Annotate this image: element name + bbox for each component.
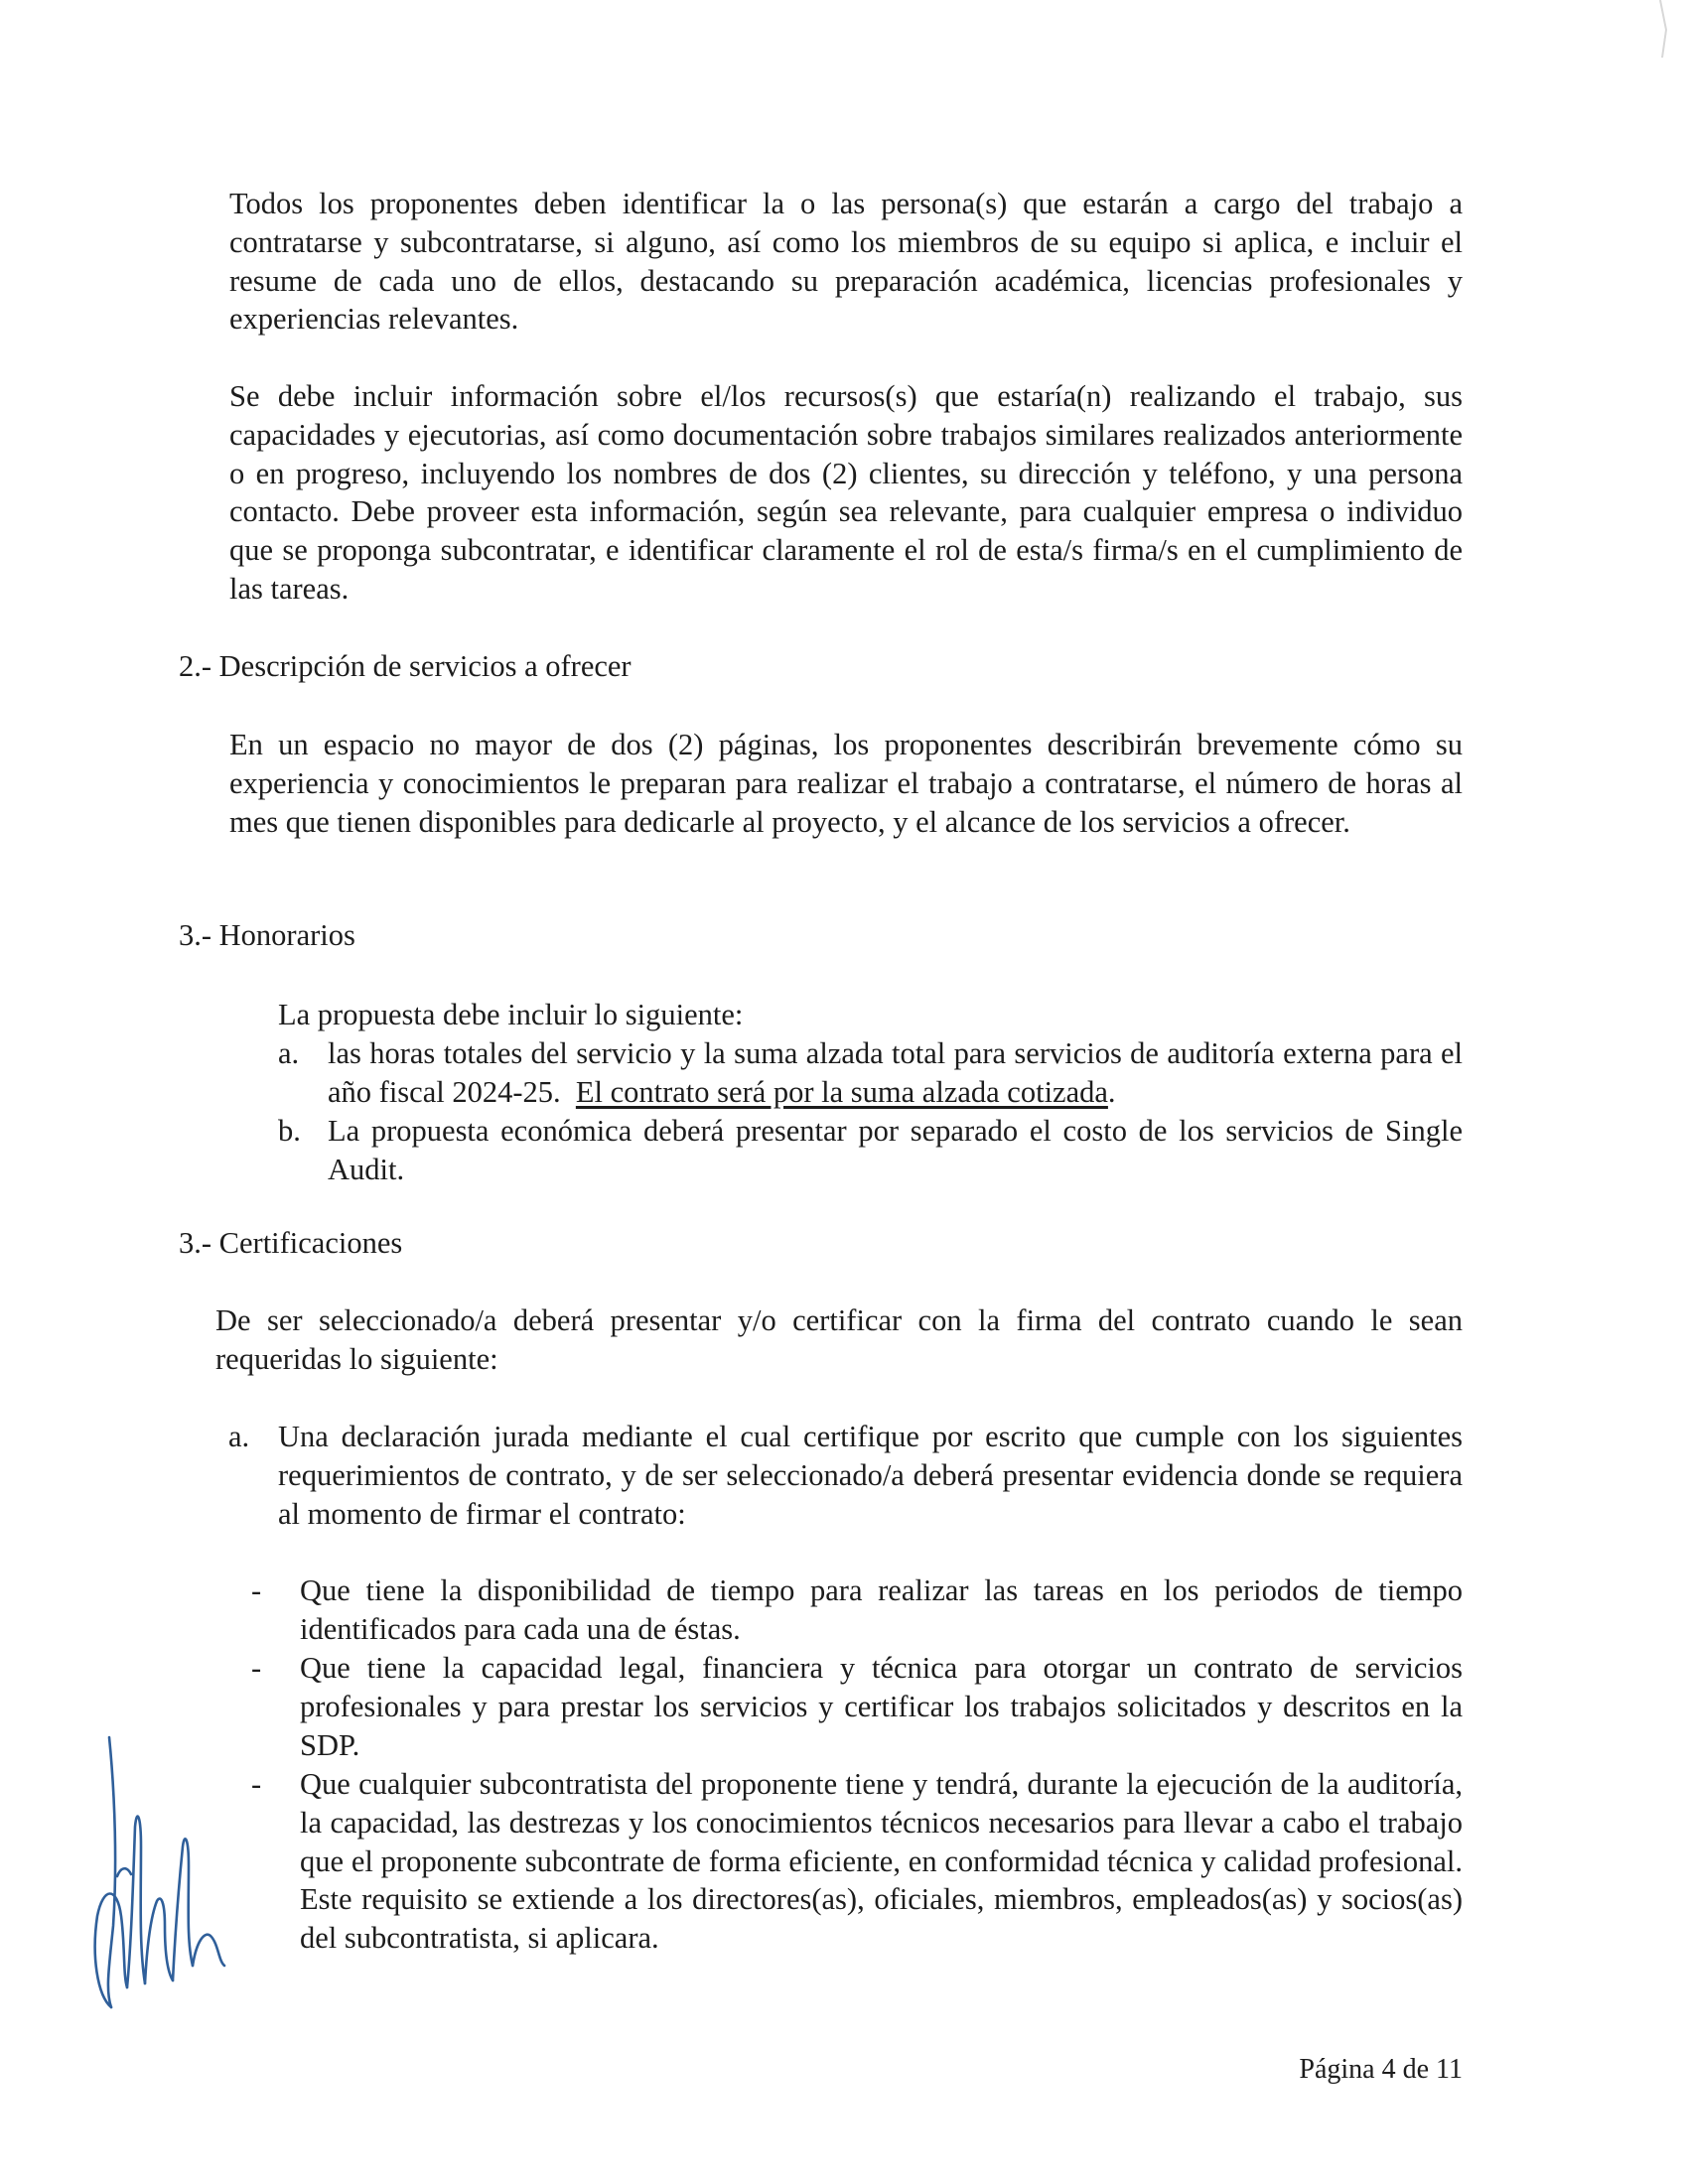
dash-marker: -	[251, 1651, 262, 1685]
list-item	[251, 1571, 1463, 1649]
list-item-text: Que tiene la disponibilidad de tiempo para realizar las tareas en los periodos de tiempo identificados para cada una de éstas.	[300, 1573, 1463, 1646]
section-heading-services: 2.- Descripción de servicios a ofrecer	[179, 649, 632, 683]
list-item	[251, 1765, 1463, 1958]
paragraph-services-description: En un espacio no mayor de dos (2) páginas, los proponentes describirán brevemente cómo su experiencia y conocimientos le preparan para realizar el trabajo a contratarse, el número de horas al mes que tienen disponibles para dedicarle al proyecto, y el alcance de los servicios a ofrecer.	[229, 728, 1463, 839]
list-item	[278, 1034, 1463, 1112]
page-number: Página 4 de 11	[1299, 2054, 1463, 2085]
list-item	[278, 1112, 1463, 1189]
dash-marker: -	[251, 1573, 262, 1607]
dash-marker: -	[251, 1767, 262, 1801]
list-item-text: Que tiene la capacidad legal, financiera y técnica para otorgar un contrato de servicios profesionales y para prestar los servicios y certificar los trabajos solicitados y descritos en la SDP.	[300, 1651, 1463, 1762]
certifications-intro: De ser seleccionado/a deberá presentar y/o certificar con la firma del contrato cuando le sean requeridas lo siguiente:	[215, 1303, 1463, 1376]
list-item	[251, 1649, 1463, 1764]
list-marker: a.	[278, 1036, 300, 1070]
underlined-clause: El contrato será por la suma alzada cotizada	[575, 1074, 1108, 1109]
list-item-text: las horas totales del servicio y la suma alzada total para servicios de auditoría externa para el año fiscal 2024-25.	[328, 1036, 1463, 1109]
list-marker: a.	[228, 1420, 250, 1453]
paragraph-resources: Se debe incluir información sobre el/los recursos(s) que estaría(n) realizando el trabajo, sus capacidades y ejecutorias, así como documentación sobre trabajos similares realizados anteriormente o en progreso, incluyendo los nombres de dos (2) clientes, su dirección y teléfono, y una persona contacto. Debe proveer esta información, según sea relevante, para cualquier empresa o individuo que se proponga subcontratar, e identificar claramente el rol de esta/s firma/s en el cumplimiento de las tareas.	[229, 379, 1463, 606]
list-item-end: .	[1107, 1074, 1116, 1109]
list-marker: b.	[278, 1114, 301, 1148]
scan-edge-mark	[1656, 0, 1670, 60]
list-item-body	[328, 1034, 1463, 1112]
list-item-text: Que cualquier subcontratista del proponente tiene y tendrá, durante la ejecución de la auditoría, la capacidad, las destrezas y los conocimientos técnicos necesarios para llevar a cabo el trabajo que el proponente subcontrate de forma eficiente, en conformidad técnica y calidad profesional. Este requisito se extiende a los directores(as), oficiales, miembros, empleados(as) y socios(as) del subcontratista, si aplicara.	[300, 1767, 1463, 1956]
fees-intro: La propuesta debe incluir lo siguiente:	[278, 998, 744, 1031]
section-heading-fees: 3.- Honorarios	[179, 918, 355, 952]
list-item-text: Una declaración jurada mediante el cual certifique por escrito que cumple con los siguientes requerimientos de contrato, y de ser seleccionado/a deberá presentar evidencia donde se requiera al momento de firmar el contrato:	[278, 1420, 1463, 1531]
list-item-text: La propuesta económica deberá presentar por separado el costo de los servicios de Single Audit.	[328, 1114, 1463, 1186]
handwritten-signature	[87, 1727, 236, 2015]
section-heading-certifications: 3.- Certificaciones	[179, 1226, 403, 1260]
paragraph-personnel: Todos los proponentes deben identificar la o las persona(s) que estarán a cargo del trabajo a contratarse y subcontratarse, si alguno, así como los miembros de su equipo si aplica, e incluir el resume de cada uno de ellos, destacando su preparación académica, licencias profesionales y experiencias relevantes.	[229, 187, 1463, 337]
list-item	[228, 1418, 1463, 1533]
